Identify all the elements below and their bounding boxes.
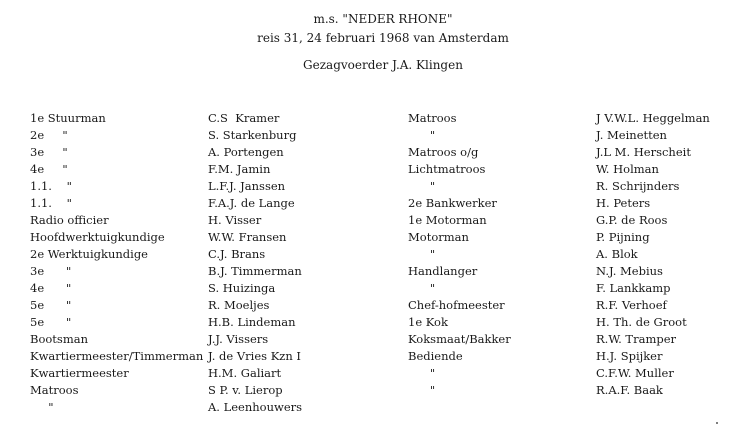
- crew-name: R.W. Tramper: [596, 332, 677, 346]
- crew-rank: 4e ": [30, 281, 72, 295]
- crew-rank: ": [408, 366, 436, 380]
- crew-name: J.L M. Herscheit: [596, 145, 691, 159]
- crew-rank: 1.1. ": [30, 196, 72, 210]
- crew-rank: 2e Bankwerker: [408, 196, 497, 210]
- right-names-column: [596, 110, 710, 399]
- crew-rank: Hoofdwerktuigkundige: [30, 230, 165, 244]
- crew-name: R.A.F. Baak: [596, 383, 663, 397]
- crew-name: H.B. Lindeman: [208, 315, 296, 329]
- crew-name: C.S Kramer: [208, 111, 280, 125]
- crew-rank: Kwartiermeester: [30, 366, 129, 380]
- crew-name: W. Holman: [596, 162, 659, 176]
- voyage-line: reis 31, 24 februari 1968 van Amsterdam: [257, 31, 509, 45]
- crew-name: J. de Vries Kzn I: [208, 349, 301, 363]
- crew-name: C.J. Brans: [208, 247, 266, 261]
- crew-rank: Koksmaat/Bakker: [408, 332, 511, 346]
- crew-rank: Matroos: [30, 383, 79, 397]
- crew-rank: 3e ": [30, 145, 68, 159]
- crew-rank: 2e Werktuigkundige: [30, 247, 148, 261]
- crew-rank: ": [408, 247, 436, 261]
- captain-line: Gezagvoerder J.A. Klingen: [303, 58, 463, 72]
- crew-name: R. Schrijnders: [596, 179, 680, 193]
- crew-name: H. Visser: [208, 213, 262, 227]
- crew-rank: ": [30, 400, 54, 414]
- crew-name: J V.W.L. Heggelman: [596, 111, 710, 125]
- crew-name: J.J. Vissers: [208, 332, 269, 346]
- crew-name: R.F. Verhoef: [596, 298, 667, 312]
- crew-name: P. Pijning: [596, 230, 650, 244]
- crew-name: B.J. Timmerman: [208, 264, 302, 278]
- crew-rank: 2e ": [30, 128, 68, 142]
- crew-rank: ": [408, 128, 436, 142]
- crew-name: H.M. Galiart: [208, 366, 282, 380]
- crew-name: A. Blok: [596, 247, 638, 261]
- crew-rank: 1e Motorman: [408, 213, 487, 227]
- left-ranks-column: [30, 110, 203, 416]
- crew-name: H. Th. de Groot: [596, 315, 687, 329]
- crew-name: W.W. Fransen: [208, 230, 287, 244]
- crew-name: R. Moeljes: [208, 298, 270, 312]
- crew-rank: Lichtmatroos: [408, 162, 486, 176]
- crew-rank: ": [408, 383, 436, 397]
- paper-speck: [716, 422, 718, 424]
- right-ranks-column: [408, 110, 511, 399]
- crew-rank: Handlanger: [408, 264, 478, 278]
- crew-rank: Radio officier: [30, 213, 109, 227]
- crew-name: F.M. Jamin: [208, 162, 271, 176]
- crew-rank: ": [408, 281, 436, 295]
- crew-rank: Bediende: [408, 349, 463, 363]
- crew-rank: 5e ": [30, 298, 72, 312]
- crew-name: A. Leenhouwers: [208, 400, 303, 414]
- crew-rank: 1e Kok: [408, 315, 448, 329]
- crew-rank: Chef-hofmeester: [408, 298, 505, 312]
- crew-name: S. Starkenburg: [208, 128, 297, 142]
- crew-rank: Matroos o/g: [408, 145, 479, 159]
- left-names-column: [208, 110, 302, 416]
- crew-name: H.J. Spijker: [596, 349, 663, 363]
- crew-rank: Matroos: [408, 111, 457, 125]
- crew-rank: 1e Stuurman: [30, 111, 106, 125]
- crew-name: G.P. de Roos: [596, 213, 668, 227]
- crew-name: F. Lankkamp: [596, 281, 671, 295]
- crew-rank: Bootsman: [30, 332, 88, 346]
- crew-rank: 5e ": [30, 315, 72, 329]
- crew-rank: 4e ": [30, 162, 68, 176]
- crew-name: J. Meinetten: [596, 128, 667, 142]
- crew-name: S. Huizinga: [208, 281, 276, 295]
- crew-rank: 3e ": [30, 264, 72, 278]
- crew-name: A. Portengen: [208, 145, 284, 159]
- crew-name: F.A.J. de Lange: [208, 196, 295, 210]
- crew-name: H. Peters: [596, 196, 651, 210]
- crew-rank: 1.1. ": [30, 179, 72, 193]
- crew-name: L.F.J. Janssen: [208, 179, 286, 193]
- ship-name: m.s. "NEDER RHONE": [313, 12, 453, 26]
- crew-rank: Motorman: [408, 230, 469, 244]
- crew-name: N.J. Mebius: [596, 264, 663, 278]
- crew-name: S P. v. Lierop: [208, 383, 283, 397]
- crew-rank: Kwartiermeester/Timmerman: [30, 349, 204, 363]
- crew-name: C.F.W. Muller: [596, 366, 674, 380]
- crew-rank: ": [408, 179, 436, 193]
